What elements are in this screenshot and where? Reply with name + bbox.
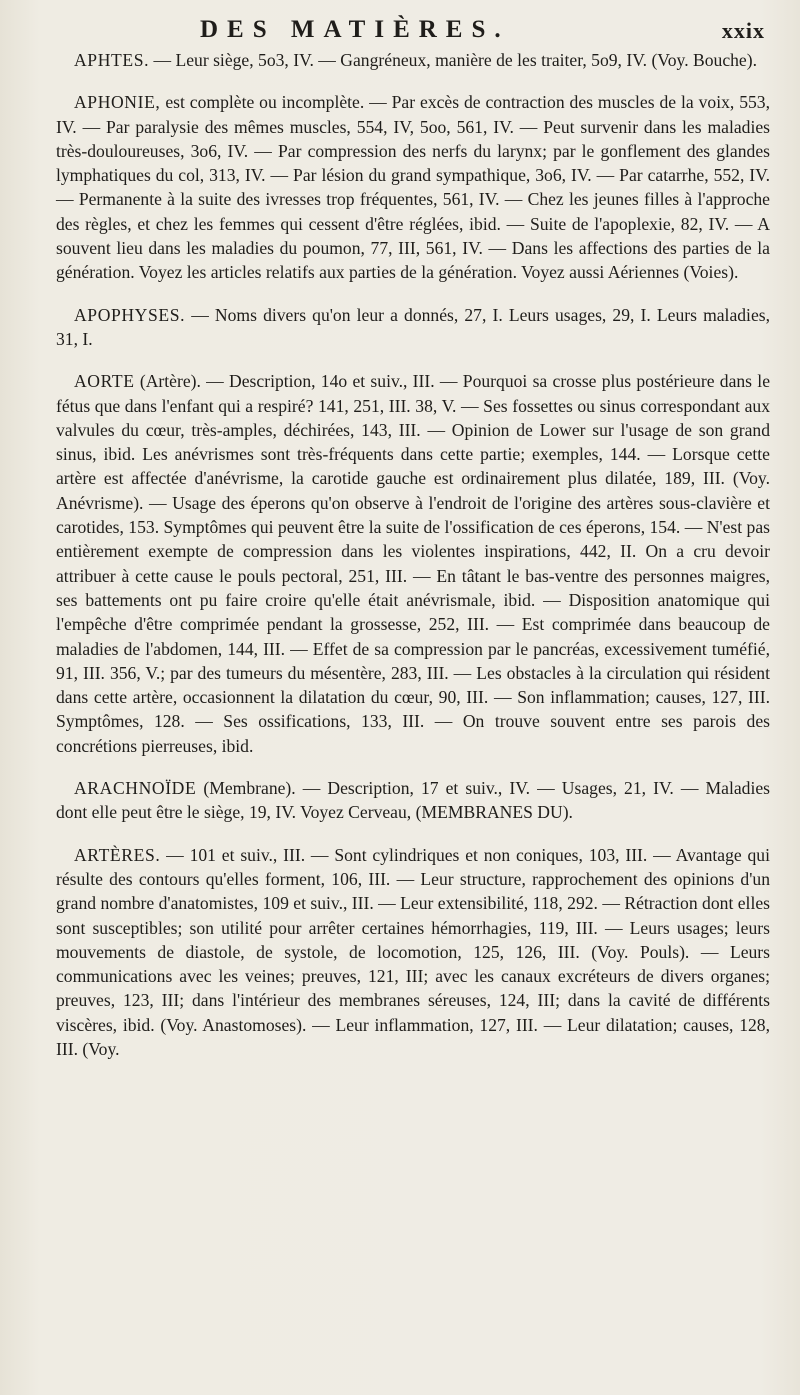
index-entry-aphonie: [56, 90, 770, 284]
entry-headword: ARTÈRES.: [74, 844, 161, 865]
entry-headword: APHTES.: [74, 50, 150, 70]
entry-text: — Noms divers qu'on leur a donnés, 27, I. Leurs usages, 29, I. Leurs maladies, 31, I.: [56, 304, 770, 349]
entry-headword: APOPHYSES.: [74, 304, 186, 325]
entry-text: — 101 et suiv., III. — Sont cylindriques et non coniques, 103, III. — Avantage qui résulte des contours qu'elles forment, 106, III. — Leur structure, rapprochement des opinions d'un grand nombre d'anatomistes, 109 et suiv., III. — Leur extensibilité, 118, 292. — Rétraction dont elles sont susceptibles; son utilité pour arrêter certaines hémorrhagies, 119, III. — Leurs usages; leurs mouvements de diastole, de systole, de locomotion, 125, 126, III. (Voy. Pouls). — Leurs communications avec les veines; preuves, 121, III; avec les canaux excréteurs de divers organes; preuves, 123, III; dans l'intérieur des membranes séreuses, 124, III; dans la cavité de différents viscères, ibid. (Voy. Anastomoses). — Leur inflammation, 127, III. — Leur dilatation; causes, 128, III. (Voy.: [56, 844, 770, 1059]
index-entry-aorte: [56, 369, 770, 758]
index-entry-arteres: [56, 843, 770, 1062]
index-entries: [56, 48, 770, 1079]
index-entry-arachnoide: [56, 776, 770, 825]
entry-headword: ARACHNOÏDE: [74, 778, 197, 799]
entry-text: — Leur siège, 5o3, IV. — Gangréneux, manière de les traiter, 5o9, IV. (Voy. Bouche).: [149, 50, 757, 70]
entry-text: (Artère). — Description, 14o et suiv., III. — Pourquoi sa crosse plus postérieure dans le fétus que dans l'enfant qui a respiré? 141, 251, III. 38, V. — Ses fossettes ou sinus correspondant aux valvules du cœur, très-amples, déchirées, 143, III. — Opinion de Lower sur l'usage de son grand sinus, ibid. Les anévrismes sont très-fréquents dans cette partie; exemples, 144. — Lorsque cette artère est affectée d'anévrisme, la carotide gauche est ordinairement plus dilatée, 189, III. (Voy. Anévrisme). — Usage des éperons qu'on observe à l'endroit de l'origine des artères sous-clavière et carotides, 153. Symptômes qui peuvent être la suite de l'ossification de ces éperons, 154. — N'est pas entièrement exempte de compression dans les violentes inspirations, 442, II. On a cru devoir attribuer à cette cause le pouls pectoral, 251, III. — En tâtant le bas-ventre des personnes maigres, ses battements ont pu faire croire qu'elle était anévrismale, ibid. — Disposition anatomique qui l'empêche d'être comprimée pendant la grossesse, 252, III. — Est comprimée dans beaucoup de maladies de l'abdomen, 144, III. — Effet de sa compression par le pancréas, excessivement tuméfié, 91, III. 356, V.; par des tumeurs du mésentère, 283, III. — Les obstacles à la circulation qui résident dans cette artère, occasionnent la dilatation du cœur, 90, III. — Son inflammation; causes, 127, III. Symptômes, 128. — Ses ossifications, 133, III. — On trouve souvent entre ses parois des concrétions pierreuses, ibid.: [56, 371, 770, 756]
index-entry-apophyses: [56, 303, 770, 352]
entry-text: est complète ou incomplète. — Par excès de contraction des muscles de la voix, 553, IV. — Par paralysie des mêmes muscles, 554, IV, 5oo, 561, IV. — Peut survenir dans les maladies très-douloureuses, 3o6, IV. — Par compression des nerfs du larynx; par le gonflement des glandes lymphatiques du col, 313, IV. — Par lésion du grand sympathique, 3o6, IV. — Par catarrhe, 552, IV. — Permanente à la suite des ivresses trop fréquentes, 561, IV. — Chez les jeunes filles à l'approche des règles, et chez les femmes qui cessent d'être réglées, ibid. — Suite de l'apoplexie, 82, IV. — A souvent lieu dans les maladies du poumon, 77, III, 561, IV. — Dans les affections des parties de la génération. Voyez les articles relatifs aux parties de la génération. Voyez aussi Aériennes (Voies).: [56, 92, 770, 283]
page-number: xxix: [721, 18, 765, 43]
running-title: DES MATIÈRES.: [200, 16, 510, 43]
entry-headword: AORTE: [74, 371, 135, 392]
page-header: [60, 12, 790, 46]
entry-text: (Membrane). — Description, 17 et suiv., IV. — Usages, 21, IV. — Maladies dont elle peut être le siège, 19, IV. Voyez Cerveau, (MEMBRANES DU).: [56, 778, 770, 823]
entry-headword: APHONIE,: [74, 92, 161, 113]
index-entry-aphtes: [56, 48, 770, 72]
